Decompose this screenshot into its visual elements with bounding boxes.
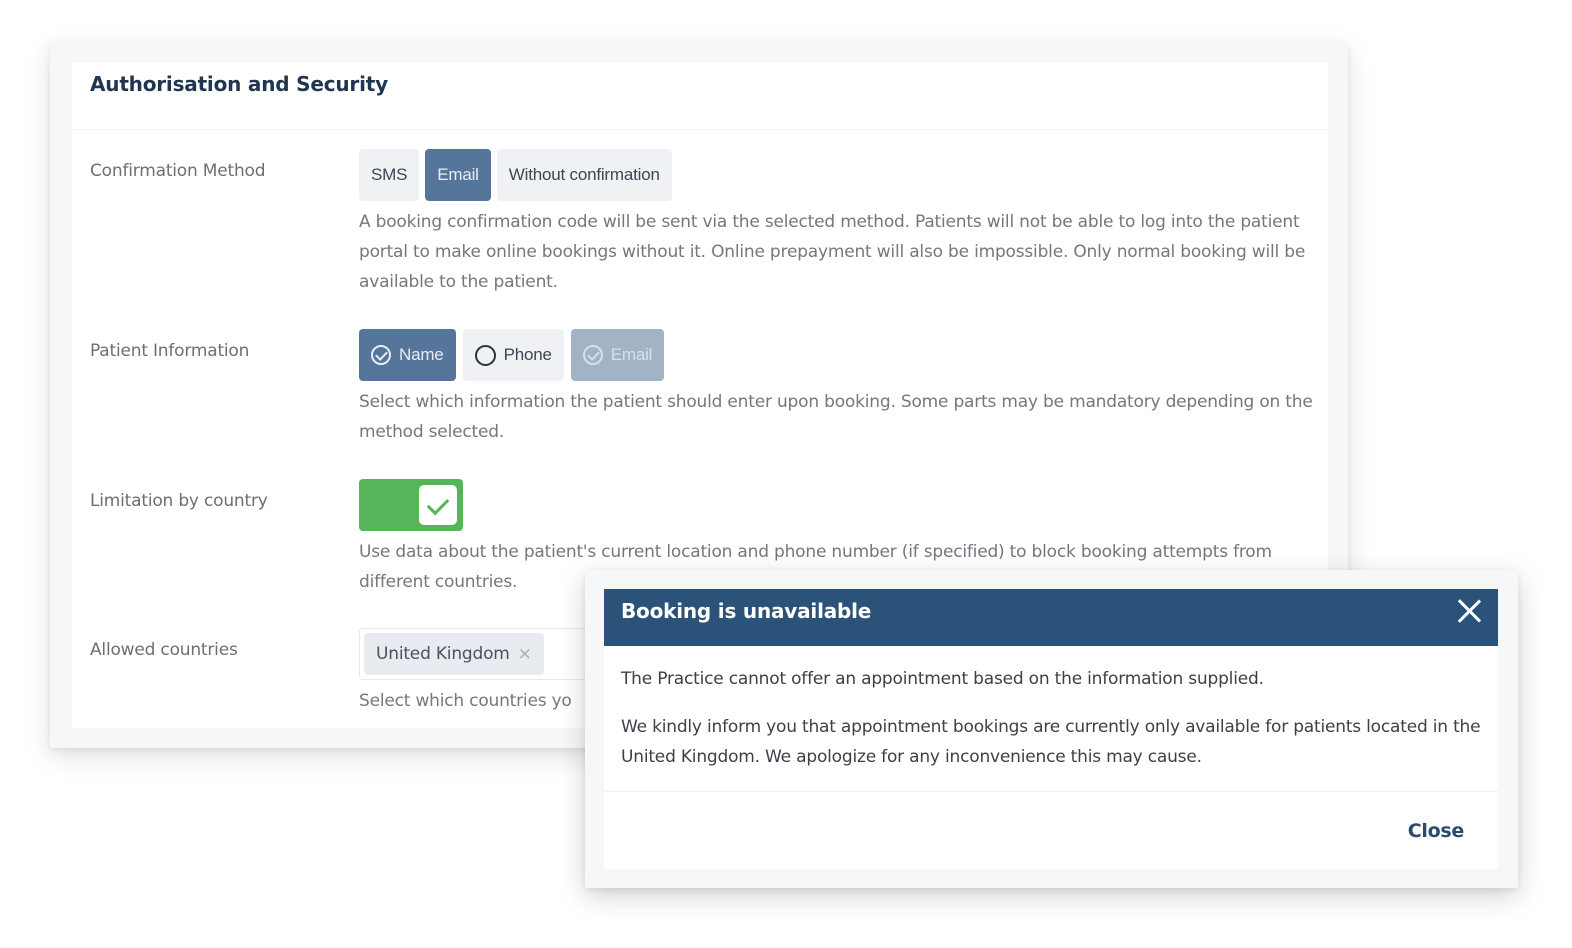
modal-body [604,646,1498,792]
modal-message-2: We kindly inform you that appointment bookings are currently only available for patients located in the United Kingdom. We apologize for any inconvenience this may cause. [621,717,1481,767]
card-header [72,62,1328,130]
close-icon[interactable] [1456,598,1482,624]
limitation-by-country-toggle[interactable] [359,479,463,531]
email-checkbox-label: Email [610,345,653,364]
confirmation-method-label: Confirmation Method [90,161,266,181]
patient-information-help: Select which information the patient should enter upon booking. Some parts may be mandatory depending on the method selected. [359,392,1313,442]
allowed-countries-label: Allowed countries [90,640,238,660]
without-confirmation-option-button[interactable]: Without confirmation [497,149,672,201]
country-tag-label: United Kingdom [376,644,510,664]
patient-information-checkbox-group [359,329,1319,381]
phone-checkbox-label: Phone [503,345,552,364]
modal-dialog [604,589,1498,869]
modal-message-1: The Practice cannot offer an appointment based on the information supplied. [621,669,1264,689]
booking-unavailable-modal [585,570,1518,888]
limitation-by-country-help: Use data about the patient's current location and phone number (if specified) to block booking attempts from different countries. [359,542,1272,592]
check-circle-icon [583,345,603,365]
name-checkbox-label: Name [399,345,444,364]
empty-circle-icon [475,345,496,366]
name-checkbox-button[interactable] [359,329,456,381]
checkmark-icon [419,485,457,525]
phone-checkbox-button[interactable] [463,329,564,381]
limitation-by-country-label: Limitation by country [90,491,268,511]
country-tag [364,633,544,675]
close-button[interactable]: Close [1407,819,1464,842]
check-circle-icon [371,345,391,365]
patient-information-body [359,329,1319,447]
confirmation-method-body [359,149,1319,297]
remove-tag-icon[interactable]: × [517,644,532,664]
allowed-countries-help: Select which countries yo [359,691,572,711]
email-checkbox-button[interactable] [571,329,665,381]
confirmation-method-segmented-control [359,149,1319,201]
modal-header [604,589,1498,646]
confirmation-method-help: A booking confirmation code will be sent via the selected method. Patients will not be able to log into the patient portal to make online bookings without it. Online prepayment will also be impossible. Only normal booking will be available to the patient. [359,212,1306,292]
sms-option-button[interactable]: SMS [359,149,419,201]
modal-title: Booking is unavailable [621,598,872,623]
patient-information-label: Patient Information [90,341,250,361]
email-option-button[interactable]: Email [425,149,491,201]
page-title: Authorisation and Security [90,72,388,96]
modal-footer [604,792,1498,869]
